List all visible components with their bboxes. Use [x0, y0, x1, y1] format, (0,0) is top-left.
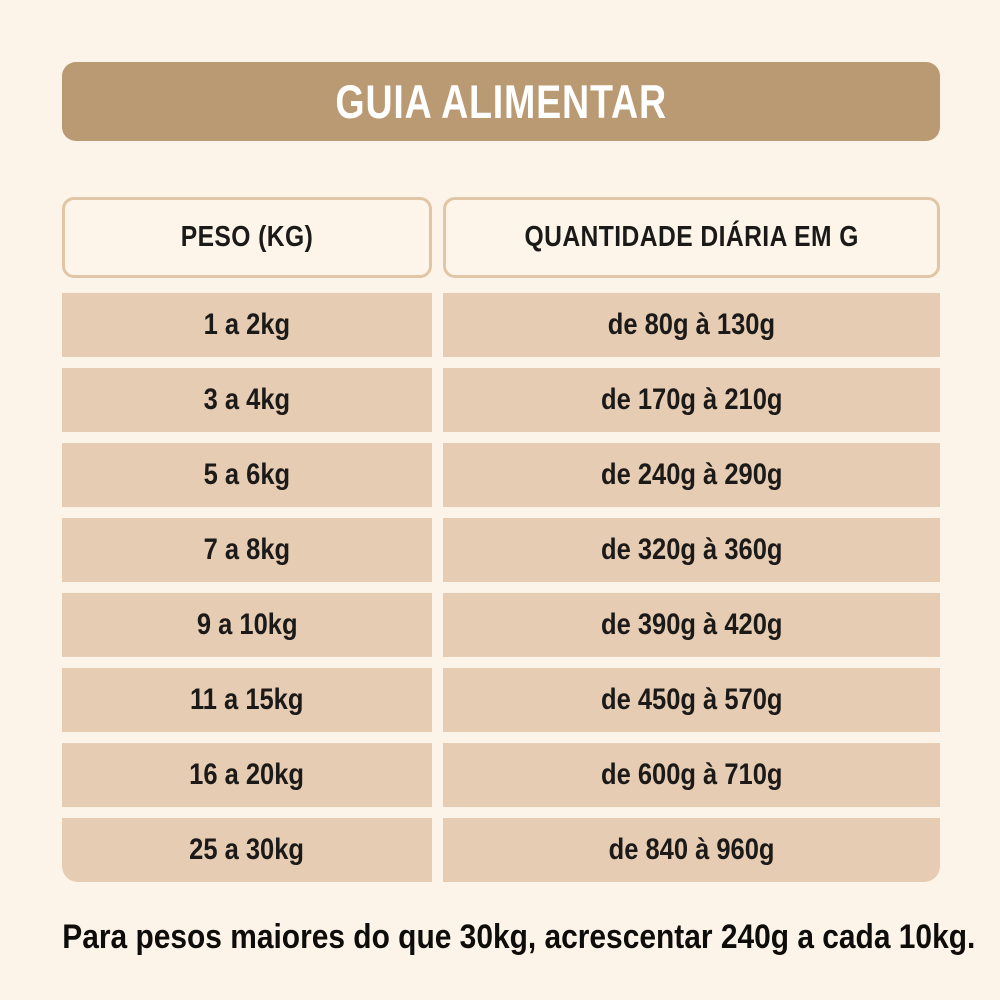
quantidade-cell	[443, 293, 940, 357]
quantidade-cell	[443, 818, 940, 882]
peso-cell	[62, 518, 432, 582]
peso-value: 5 a 6kg	[203, 458, 291, 491]
peso-cell	[62, 593, 432, 657]
peso-cell	[62, 818, 432, 882]
quantidade-value: de 320g à 360g	[600, 533, 783, 566]
peso-value: 7 a 8kg	[203, 533, 291, 566]
feeding-guide-table	[62, 197, 940, 893]
quantidade-value: de 390g à 420g	[600, 608, 783, 641]
peso-cell	[62, 743, 432, 807]
peso-value: 9 a 10kg	[196, 608, 298, 641]
page-title: GUIA ALIMENTAR	[335, 75, 667, 128]
table-row	[62, 368, 940, 432]
peso-cell	[62, 668, 432, 732]
quantidade-value: de 450g à 570g	[600, 683, 783, 716]
quantidade-value: de 240g à 290g	[600, 458, 783, 491]
column-header-quantidade	[443, 197, 940, 278]
peso-value: 25 a 30kg	[189, 833, 305, 866]
peso-cell	[62, 293, 432, 357]
column-header-quantidade-label: QUANTIDADE DIÁRIA EM G	[524, 221, 859, 253]
quantidade-cell	[443, 743, 940, 807]
table-row	[62, 593, 940, 657]
table-row	[62, 818, 940, 882]
column-header-peso	[62, 197, 432, 278]
table-row	[62, 668, 940, 732]
peso-cell	[62, 368, 432, 432]
footnote-text: Para pesos maiores do que 30kg, acrescentar 240g a cada 10kg.	[62, 918, 976, 956]
peso-value: 16 a 20kg	[189, 758, 305, 791]
peso-value: 3 a 4kg	[203, 383, 291, 416]
table-row	[62, 443, 940, 507]
quantidade-cell	[443, 368, 940, 432]
quantidade-cell	[443, 593, 940, 657]
quantidade-cell	[443, 668, 940, 732]
table-row	[62, 293, 940, 357]
peso-value: 11 a 15kg	[190, 683, 304, 716]
quantidade-value: de 840 à 960g	[608, 833, 775, 866]
guide-title-banner	[62, 62, 940, 141]
peso-cell	[62, 443, 432, 507]
quantidade-value: de 80g à 130g	[607, 308, 776, 341]
table-header-row	[62, 197, 940, 278]
table-row	[62, 518, 940, 582]
quantidade-value: de 170g à 210g	[600, 383, 783, 416]
column-header-peso-label: PESO (KG)	[180, 221, 314, 253]
quantidade-value: de 600g à 710g	[600, 758, 783, 791]
quantidade-cell	[443, 518, 940, 582]
table-row	[62, 743, 940, 807]
peso-value: 1 a 2kg	[203, 308, 291, 341]
footnote	[0, 916, 1000, 958]
quantidade-cell	[443, 443, 940, 507]
